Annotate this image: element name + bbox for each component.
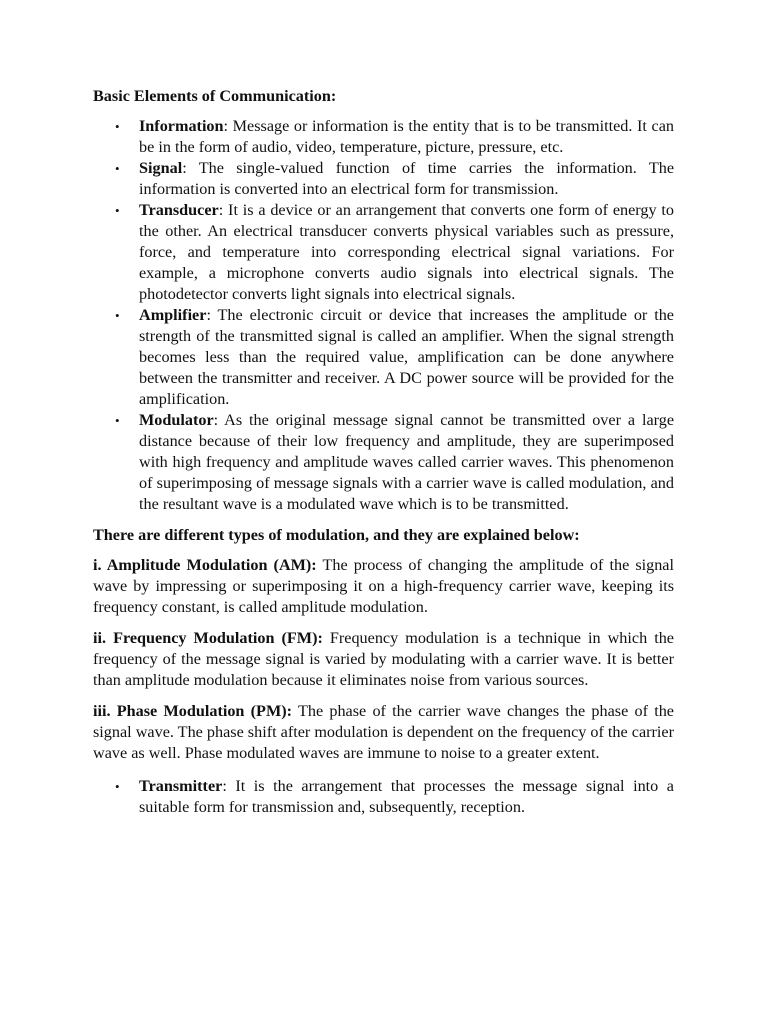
list-item-amplifier xyxy=(93,305,674,410)
list-item-modulator xyxy=(93,410,674,515)
section-heading: Basic Elements of Communication: xyxy=(93,87,337,105)
definition-transmitter: : It is the arrangement that processes the message signal into a suitable form for transmission and, subsequently, reception. xyxy=(139,777,674,816)
list-item-signal xyxy=(93,158,674,200)
bullet-icon: • xyxy=(115,203,120,218)
text-frequency-modulation: Frequency modulation is a technique in which the frequency of the message signal is varied by modulating with a carrier wave. It is better than amplitude modulation because it eliminates noise from various sources. xyxy=(93,629,674,689)
elements-list xyxy=(93,116,674,515)
term-modulator: Modulator xyxy=(139,411,214,429)
lead-amplitude-modulation: i. Amplitude Modulation (AM): xyxy=(93,556,317,574)
definition-modulator: : As the original message signal cannot be transmitted over a large distance because of their low frequency and amplitude, they are superimposed with high frequency and amplitude waves called carrier waves. This phenomenon of superimposing of message signals with a carrier wave is called modulation, and the resultant wave is a modulated wave which is to be transmitted. xyxy=(139,411,674,513)
term-signal: Signal xyxy=(139,159,183,177)
list-item-information xyxy=(93,116,674,158)
bullet-icon: • xyxy=(115,308,120,323)
definition-signal: : The single-valued function of time carries the information. The information is converted into an electrical form for transmission. xyxy=(139,159,674,198)
modulation-heading: There are different types of modulation, and they are explained below: xyxy=(93,526,580,544)
bullet-icon: • xyxy=(115,119,120,134)
transmitter-list xyxy=(93,776,674,818)
text-amplitude-modulation: The process of changing the amplitude of the signal wave by impressing or superimposing it on a high-frequency carrier wave, keeping its frequency constant, is called amplitude modulation. xyxy=(93,556,674,616)
lead-frequency-modulation: ii. Frequency Modulation (FM): xyxy=(93,629,323,647)
definition-information: : Message or information is the entity that is to be transmitted. It can be in the form of audio, video, temperature, picture, pressure, etc. xyxy=(139,117,674,156)
term-transducer: Transducer xyxy=(139,201,219,219)
term-amplifier: Amplifier xyxy=(139,306,207,324)
term-transmitter: Transmitter xyxy=(139,777,223,795)
bullet-icon: • xyxy=(115,161,120,176)
list-item-transducer xyxy=(93,200,674,305)
term-information: Information xyxy=(139,117,224,135)
paragraph-amplitude-modulation xyxy=(93,555,674,618)
text-phase-modulation: The phase of the carrier wave changes the phase of the signal wave. The phase shift after modulation is dependent on the frequency of the carrier wave as well. Phase modulated waves are immune to noise to a greater extent. xyxy=(93,702,674,762)
definition-transducer: : It is a device or an arrangement that converts one form of energy to the other. An electrical transducer converts physical variables such as pressure, force, and temperature into corresponding electrical signal variations. For example, a microphone converts audio signals into electrical signals. The photodetector converts light signals into electrical signals. xyxy=(139,201,674,303)
paragraph-phase-modulation xyxy=(93,701,674,764)
paragraph-frequency-modulation xyxy=(93,628,674,691)
bullet-icon: • xyxy=(115,779,120,794)
bullet-icon: • xyxy=(115,413,120,428)
definition-amplifier: : The electronic circuit or device that increases the amplitude or the strength of the transmitted signal is called an amplifier. When the signal strength becomes less than the required value, amplification can be done anywhere between the transmitter and receiver. A DC power source will be provided for the amplification. xyxy=(139,306,674,408)
lead-phase-modulation: iii. Phase Modulation (PM): xyxy=(93,702,293,720)
list-item-transmitter xyxy=(93,776,674,818)
